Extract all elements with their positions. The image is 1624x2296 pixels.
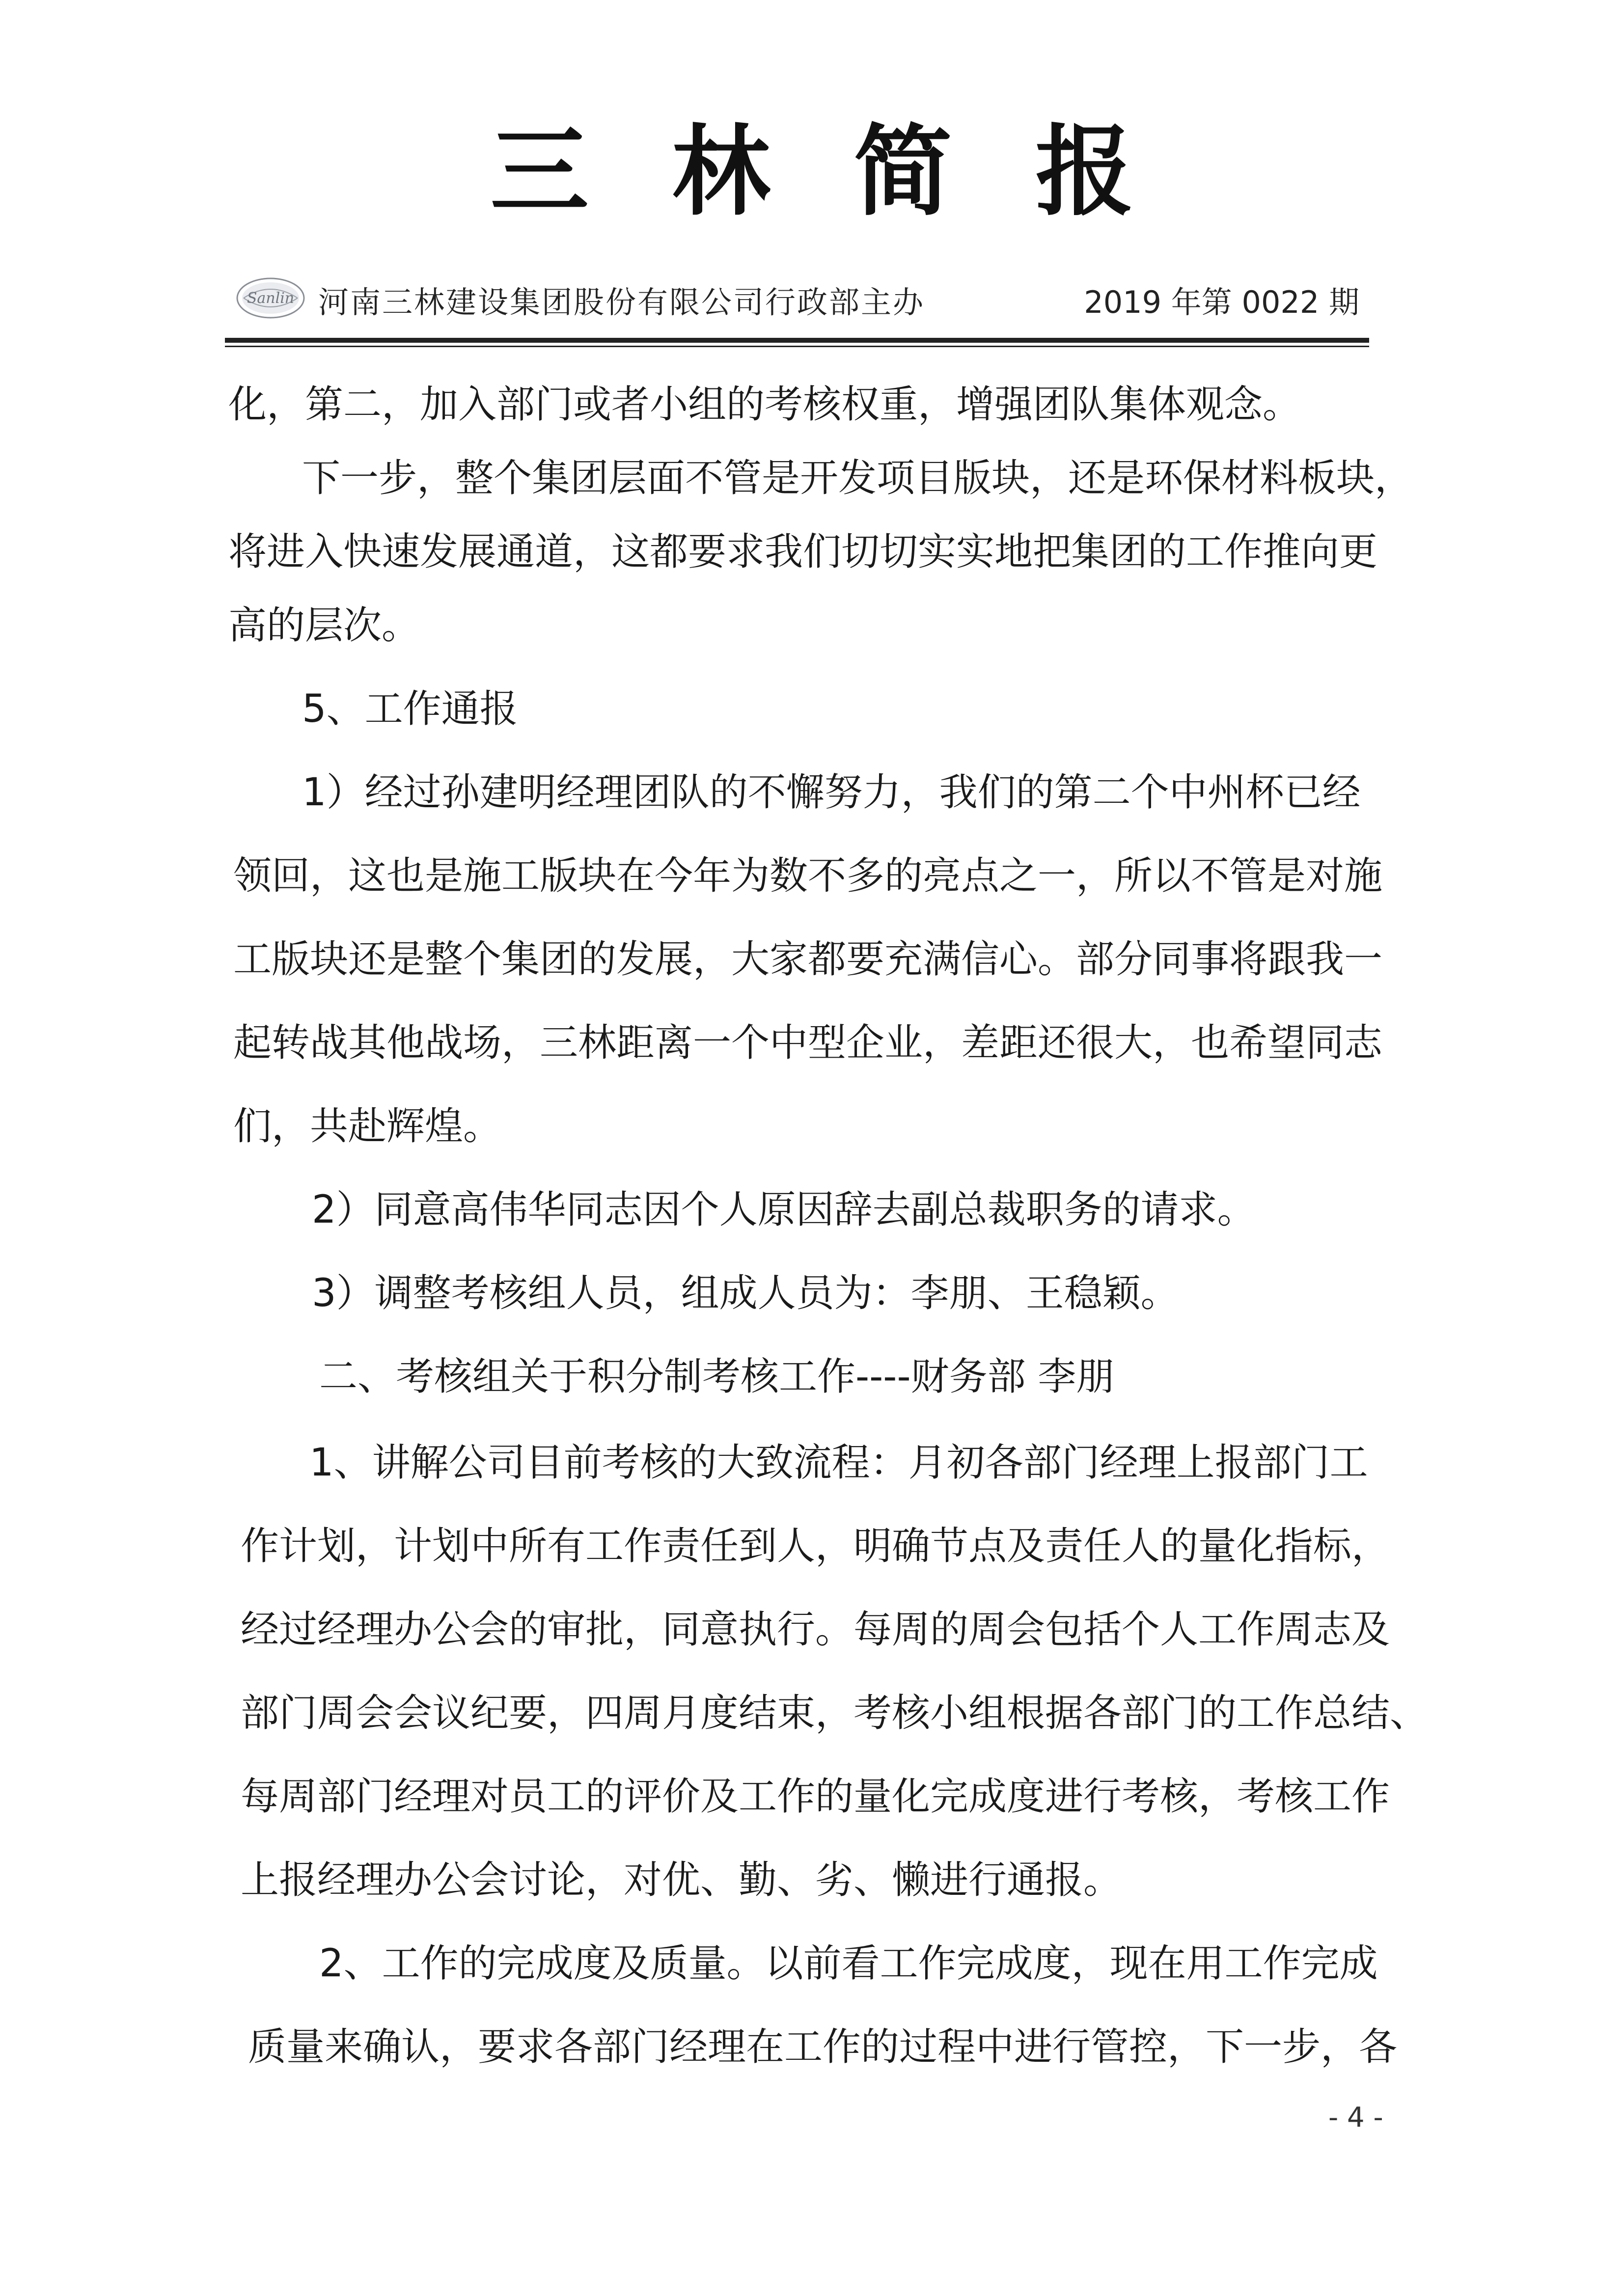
paragraph-line: 经过经理办公会的审批，同意执行。每周的周会包括个人工作周志及 [241,1608,1390,1652]
paragraph-line: 作计划，计划中所有工作责任到人，明确节点及责任人的量化指标， [241,1524,1390,1568]
header-rule-thick [225,338,1369,343]
paragraph-line: 化，第二，加入部门或者小组的考核权重，增强团队集体观念。 [228,383,1301,427]
paragraph-line: 们，共赴辉煌。 [233,1104,502,1148]
paragraph-line: 质量来确认，要求各部门经理在工作的过程中进行管控，下一步，各 [248,2025,1398,2069]
paragraph-line: 每周部门经理对员工的评价及工作的量化完成度进行考核，考核工作 [241,1775,1390,1819]
header-rule-thin [225,346,1369,347]
paragraph-line: 上报经理办公会讨论，对优、勤、劣、懒进行通报。 [241,1858,1122,1902]
company-logo-icon [234,275,307,321]
paragraph-line: 将进入快速发展通道，这都要求我们切切实实地把集团的工作推向更 [228,530,1378,574]
paragraph-line: 领回，这也是施工版块在今年为数不多的亮点之一，所以不管是对施 [233,854,1383,898]
section-heading: 二、考核组关于积分制考核工作----财务部 李朋 [319,1355,1115,1399]
section-heading: 5、工作通报 [302,687,518,731]
masthead-bar [225,273,1369,331]
paragraph-line: 1）经过孙建明经理团队的不懈努力，我们的第二个中州杯已经 [302,770,1361,815]
issue-number: 2019 年第 0022 期 [1084,284,1359,320]
paragraph-line: 2、工作的完成度及质量。以前看工作完成度，现在用工作完成 [319,1941,1378,1986]
paragraph-line: 下一步，整个集团层面不管是开发项目版块，还是环保材料板块， [302,456,1413,500]
page-number: - 4 - [1328,2102,1383,2133]
paragraph-line: 3）调整考核组人员，组成人员为：李朋、王稳颖。 [312,1271,1179,1315]
paragraph-line: 2）同意高伟华同志因个人原因辞去副总裁职务的请求。 [312,1188,1256,1232]
publisher-line: 河南三林建设集团股份有限公司行政部主办 [318,284,925,320]
paragraph-line: 部门周会会议纪要，四周月度结束，考核小组根据各部门的工作总结、 [241,1691,1429,1735]
logo-text: Sanlin [247,290,295,307]
paragraph-line: 1、讲解公司目前考核的大致流程：月初各部门经理上报部门工 [309,1441,1368,1485]
paragraph-line: 工版块还是整个集团的发展，大家都要充满信心。部分同事将跟我一 [233,937,1383,982]
paragraph-line: 高的层次。 [228,603,420,648]
newsletter-title: 三林简报 [490,114,1217,229]
paragraph-line: 起转战其他战场，三林距离一个中型企业，差距还很大，也希望同志 [233,1021,1383,1065]
